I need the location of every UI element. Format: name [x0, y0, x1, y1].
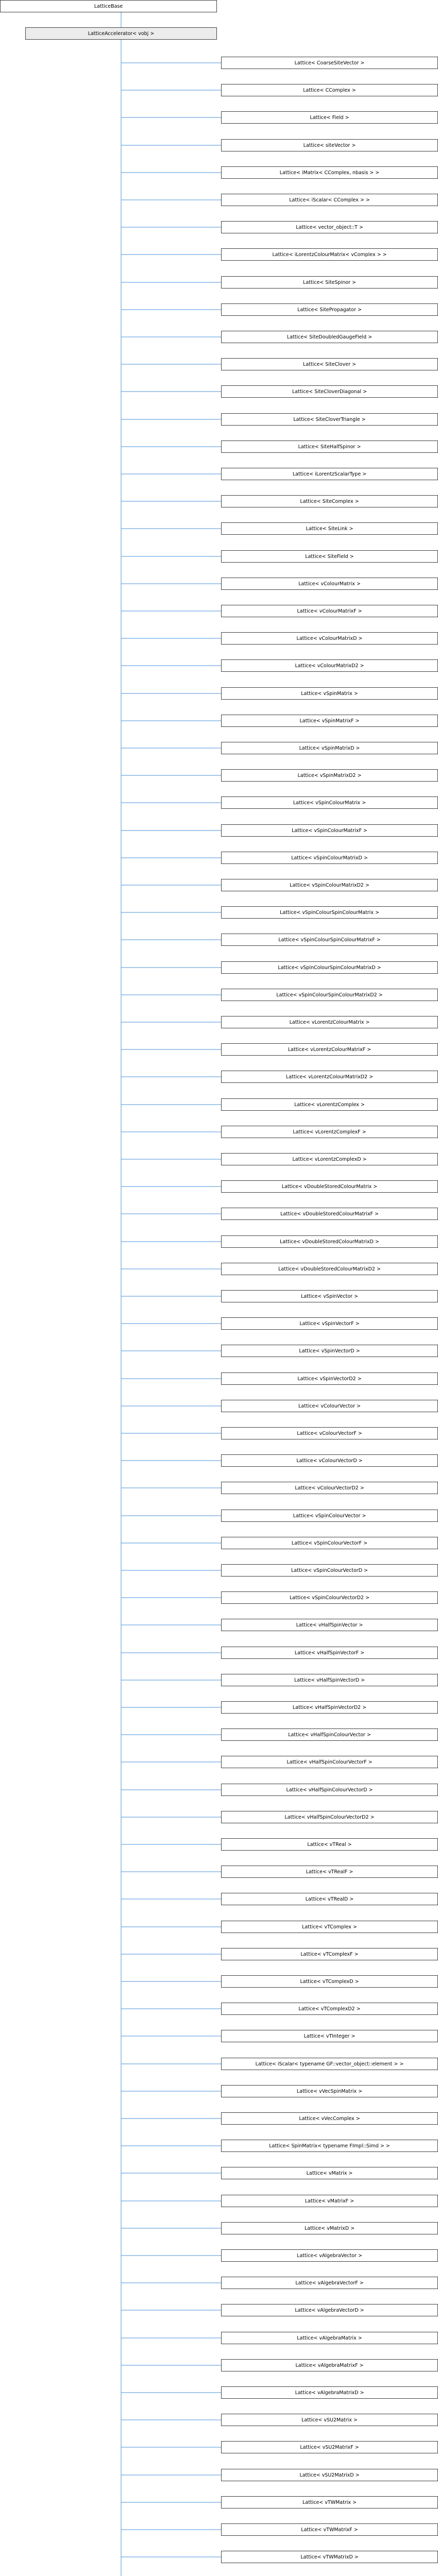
- derived-class-label: Lattice< vSpinColourMatrixD2 >: [290, 882, 369, 888]
- derived-class-node[interactable]: [221, 2277, 438, 2289]
- derived-class-label: Lattice< SiteHalfSpinor >: [298, 444, 361, 450]
- derived-class-label: Lattice< SiteSpinor >: [303, 279, 356, 285]
- derived-class-label: Lattice< vColourMatrix >: [298, 581, 361, 587]
- derived-class-label: Lattice< vSpinColourMatrixD >: [291, 855, 368, 861]
- derived-class-node[interactable]: [221, 2414, 438, 2426]
- derived-class-node[interactable]: [221, 248, 438, 261]
- derived-class-label: Lattice< iScalar< typename GF::vector_object::element > >: [255, 2061, 404, 2067]
- derived-class-node[interactable]: [221, 1071, 438, 1083]
- derived-class-label: Lattice< SiteClover >: [303, 361, 356, 367]
- derived-class-node[interactable]: [221, 1016, 438, 1028]
- derived-class-label: Lattice< vSpinMatrixD >: [299, 745, 360, 751]
- derived-class-node[interactable]: [221, 1427, 438, 1439]
- derived-class-node[interactable]: [221, 906, 438, 919]
- derived-class-label: Lattice< vVecComplex >: [299, 2115, 360, 2122]
- derived-class-label: Lattice< vLorentzColourMatrixF >: [288, 1046, 372, 1053]
- root-class-label: LatticeBase: [94, 3, 123, 9]
- derived-class-label: Lattice< vSpinColourMatrix >: [293, 800, 366, 806]
- derived-class-label: Lattice< SiteLink >: [306, 526, 353, 532]
- derived-class-node[interactable]: [221, 1537, 438, 1549]
- derived-class-label: Lattice< vSpinMatrixD2 >: [297, 772, 362, 778]
- derived-class-node[interactable]: [221, 1098, 438, 1111]
- derived-class-label: Lattice< vDoubleStoredColourMatrixD2 >: [278, 1266, 381, 1272]
- derived-class-label: Lattice< vSpinColourSpinColourMatrixD2 >: [276, 992, 383, 998]
- derived-class-label: Lattice< iLorentzColourMatrix< vComplex > >: [272, 251, 387, 258]
- derived-class-node[interactable]: [221, 1043, 438, 1056]
- derived-class-node[interactable]: [221, 1756, 438, 1768]
- derived-class-label: Lattice< vTComplexF >: [300, 1951, 359, 1957]
- derived-class-label: Lattice< CoarseSiteVector >: [294, 60, 365, 66]
- derived-class-node[interactable]: [221, 879, 438, 891]
- derived-class-node[interactable]: [221, 2112, 438, 2125]
- derived-class-node[interactable]: [221, 1263, 438, 1275]
- derived-class-node[interactable]: [221, 2140, 438, 2152]
- derived-class-label: Lattice< vector_object::T >: [296, 224, 363, 230]
- derived-class-node[interactable]: [221, 1948, 438, 1960]
- derived-class-label: Lattice< vTWMatrix >: [302, 2499, 357, 2505]
- derived-class-label: Lattice< SiteCloverTriangle >: [293, 416, 366, 422]
- derived-class-node[interactable]: [221, 961, 438, 974]
- derived-class-label: Lattice< vSpinColourMatrixF >: [292, 827, 367, 834]
- derived-class-node[interactable]: [221, 796, 438, 809]
- derived-class-label: Lattice< vAlgebraMatrix >: [297, 2335, 362, 2341]
- derived-class-label: Lattice< iLorentzScalarType >: [292, 471, 367, 477]
- derived-class-node[interactable]: [221, 166, 438, 179]
- derived-class-label: Lattice< vColourVectorD2 >: [295, 1485, 364, 1491]
- derived-class-node[interactable]: [221, 2551, 438, 2563]
- derived-class-node[interactable]: [221, 989, 438, 1001]
- derived-class-label: Lattice< iScalar< CComplex > >: [289, 197, 370, 203]
- derived-class-label: Lattice< vAlgebraMatrixF >: [295, 2362, 364, 2368]
- derived-class-label: Lattice< vSpinVectorD >: [299, 1348, 360, 1354]
- derived-class-label: Lattice< vAlgebraMatrixD >: [295, 2389, 364, 2396]
- derived-class-node[interactable]: [221, 2222, 438, 2234]
- derived-class-label: Lattice< vLorentzComplexD >: [292, 1156, 367, 1162]
- derived-class-label: Lattice< vTComplexD >: [300, 1978, 359, 1985]
- derived-class-label: Lattice< SpinMatrix< typename FImpl::Simd > >: [269, 2143, 390, 2149]
- derived-class-node[interactable]: [221, 1180, 438, 1193]
- derived-class-node[interactable]: [221, 852, 438, 864]
- derived-class-node[interactable]: [221, 2304, 438, 2316]
- derived-class-label: Lattice< vSpinVector >: [301, 1293, 358, 1299]
- derived-class-node[interactable]: [221, 550, 438, 563]
- derived-class-node[interactable]: [221, 221, 438, 233]
- derived-class-node[interactable]: [221, 111, 438, 124]
- derived-class-label: Lattice< siteVector >: [303, 142, 356, 148]
- derived-class-node[interactable]: [221, 687, 438, 700]
- derived-class-node[interactable]: [221, 2496, 438, 2509]
- derived-class-label: Lattice< vSpinColourVectorD >: [291, 1567, 368, 1573]
- derived-class-node[interactable]: [221, 2249, 438, 2262]
- derived-class-label: Lattice< vTRealD >: [305, 1896, 354, 1902]
- derived-class-label: Lattice< SiteField >: [305, 553, 354, 560]
- derived-class-node[interactable]: [221, 194, 438, 206]
- derived-class-node[interactable]: [221, 1647, 438, 1659]
- derived-class-node[interactable]: [221, 1975, 438, 1988]
- derived-class-label: Lattice< vTReal >: [307, 1841, 352, 1848]
- derived-class-node[interactable]: [221, 139, 438, 151]
- derived-class-node[interactable]: [221, 1674, 438, 1686]
- derived-class-node[interactable]: [221, 1564, 438, 1577]
- derived-class-node[interactable]: [221, 1454, 438, 1467]
- derived-class-label: Lattice< vSpinMatrix >: [301, 690, 358, 697]
- derived-class-node[interactable]: [221, 84, 438, 96]
- derived-class-node[interactable]: [221, 2469, 438, 2481]
- derived-class-node[interactable]: [221, 715, 438, 727]
- derived-class-label: Lattice< vSpinColourVectorF >: [291, 1540, 368, 1546]
- derived-class-node[interactable]: [221, 1893, 438, 1905]
- derived-class-node[interactable]: [221, 413, 438, 426]
- derived-class-node[interactable]: [221, 824, 438, 837]
- derived-class-node[interactable]: [221, 440, 438, 453]
- derived-class-label: Lattice< vTComplexD2 >: [298, 2006, 361, 2012]
- derived-class-node[interactable]: [221, 1153, 438, 1165]
- derived-class-label: Lattice< vHalfSpinVector >: [296, 1622, 363, 1628]
- derived-class-label: Lattice< vColourVector >: [298, 1403, 361, 1409]
- derived-class-label: Lattice< vTWMatrixF >: [301, 2527, 358, 2533]
- derived-class-node[interactable]: [221, 1510, 438, 1522]
- derived-class-node[interactable]: [221, 605, 438, 617]
- derived-class-node[interactable]: [221, 1290, 438, 1302]
- derived-class-label: Lattice< Field >: [310, 114, 349, 121]
- derived-class-node[interactable]: [221, 2195, 438, 2207]
- derived-class-node[interactable]: [221, 1728, 438, 1741]
- derived-class-label: Lattice< vTWMatrixD >: [300, 2554, 359, 2560]
- derived-class-node[interactable]: [221, 1345, 438, 1357]
- derived-class-label: Lattice< vColourVectorD >: [296, 1458, 363, 1464]
- derived-class-node[interactable]: [221, 2085, 438, 2097]
- derived-class-node[interactable]: [221, 2030, 438, 2042]
- derived-class-label: Lattice< vColourVectorF >: [297, 1430, 362, 1436]
- derived-class-node[interactable]: [221, 1784, 438, 1796]
- derived-class-node[interactable]: [221, 385, 438, 398]
- derived-class-label: Lattice< vMatrixF >: [305, 2198, 355, 2204]
- derived-class-label: Lattice< vHalfSpinColourVectorF >: [287, 1759, 373, 1765]
- derived-class-label: Lattice< vLorentzColourMatrix >: [289, 1019, 370, 1025]
- derived-class-node[interactable]: [221, 2523, 438, 2536]
- derived-class-label: Lattice< vSU2MatrixD >: [299, 2472, 360, 2478]
- derived-class-node[interactable]: [221, 331, 438, 343]
- derived-class-label: Lattice< vSpinColourSpinColourMatrix >: [280, 909, 379, 916]
- derived-class-label: Lattice< vSpinColourVectorD2 >: [289, 1595, 370, 1601]
- derived-class-node[interactable]: [221, 522, 438, 535]
- derived-class-node[interactable]: [221, 1811, 438, 1823]
- derived-class-label: Lattice< vSpinColourSpinColourMatrixD >: [278, 964, 381, 971]
- derived-class-label: Lattice< vSpinVectorD2 >: [297, 1376, 362, 1382]
- derived-class-node[interactable]: [221, 1591, 438, 1604]
- derived-class-node[interactable]: [221, 1208, 438, 1220]
- derived-class-label: Lattice< vAlgebraVectorD >: [295, 2307, 364, 2313]
- derived-class-node[interactable]: [221, 1866, 438, 1878]
- derived-class-label: Lattice< vTRealF >: [306, 1869, 353, 1875]
- accelerator-class-node[interactable]: [25, 27, 217, 40]
- derived-class-label: Lattice< vVecSpinMatrix >: [296, 2088, 363, 2094]
- derived-class-label: Lattice< vSpinMatrixF >: [299, 718, 360, 724]
- derived-class-label: Lattice< vSpinVectorF >: [299, 1320, 360, 1327]
- derived-class-node[interactable]: [221, 769, 438, 782]
- derived-class-label: Lattice< vHalfSpinVectorF >: [294, 1650, 365, 1656]
- derived-class-label: Lattice< vAlgebraVectorF >: [295, 2280, 364, 2286]
- derived-class-label: Lattice< vDoubleStoredColourMatrix >: [281, 1183, 378, 1190]
- derived-class-node[interactable]: [221, 1482, 438, 1494]
- derived-class-node[interactable]: [221, 659, 438, 672]
- derived-class-node[interactable]: [221, 57, 438, 69]
- derived-class-label: Lattice< vTComplex >: [302, 1924, 357, 1930]
- derived-class-node[interactable]: [221, 2058, 438, 2070]
- derived-class-label: Lattice< SiteDoubledGaugeField >: [287, 334, 373, 340]
- derived-class-node[interactable]: [221, 1701, 438, 1714]
- derived-class-label: Lattice< iMatrix< CComplex, nbasis > >: [279, 170, 380, 176]
- derived-class-label: Lattice< vHalfSpinColourVector >: [288, 1732, 371, 1738]
- derived-class-label: Lattice< SiteComplex >: [300, 498, 359, 504]
- derived-class-node[interactable]: [221, 1126, 438, 1138]
- derived-class-node[interactable]: [221, 2441, 438, 2453]
- derived-class-node[interactable]: [221, 495, 438, 507]
- derived-class-label: Lattice< vSpinColourVector >: [293, 1513, 366, 1519]
- derived-class-label: Lattice< vHalfSpinVectorD >: [294, 1677, 365, 1683]
- derived-class-node[interactable]: [221, 1317, 438, 1330]
- derived-class-node[interactable]: [221, 1921, 438, 1933]
- derived-class-node[interactable]: [221, 2332, 438, 2344]
- derived-class-node[interactable]: [221, 468, 438, 480]
- derived-class-label: Lattice< vTInteger >: [304, 2033, 356, 2039]
- derived-class-label: Lattice< vDoubleStoredColourMatrixF >: [280, 1211, 379, 1217]
- derived-class-node[interactable]: [221, 1235, 438, 1248]
- derived-class-node[interactable]: [221, 632, 438, 645]
- derived-class-node[interactable]: [221, 1400, 438, 1412]
- derived-class-label: Lattice< vAlgebraVector >: [297, 2252, 362, 2259]
- derived-class-node[interactable]: [221, 2167, 438, 2179]
- derived-class-label: Lattice< vSU2Matrix >: [301, 2417, 358, 2423]
- derived-class-label: Lattice< vLorentzComplex >: [294, 1101, 365, 1108]
- derived-class-node[interactable]: [221, 1372, 438, 1385]
- derived-class-label: Lattice< vMatrixD >: [304, 2225, 355, 2231]
- derived-class-node[interactable]: [221, 742, 438, 754]
- derived-class-label: Lattice< vSpinColourSpinColourMatrixF >: [278, 937, 381, 943]
- derived-class-node[interactable]: [221, 2359, 438, 2371]
- derived-class-label: Lattice< vDoubleStoredColourMatrixD >: [280, 1239, 379, 1245]
- derived-class-label: Lattice< vSU2MatrixF >: [300, 2444, 359, 2450]
- derived-class-label: Lattice< CComplex >: [303, 87, 356, 93]
- derived-class-label: Lattice< vColourMatrixD2 >: [295, 663, 364, 669]
- derived-class-label: Lattice< SiteCloverDiagonal >: [292, 388, 367, 395]
- derived-class-label: Lattice< vLorentzColourMatrixD2 >: [285, 1074, 374, 1080]
- derived-class-node[interactable]: [221, 276, 438, 289]
- derived-class-label: Lattice< vMatrix >: [306, 2170, 353, 2176]
- derived-class-label: Lattice< vHalfSpinColourVectorD2 >: [284, 1814, 375, 1820]
- accelerator-class-label: LatticeAccelerator< vobj >: [88, 30, 155, 37]
- derived-class-label: Lattice< vLorentzComplexF >: [293, 1129, 366, 1135]
- root-class-node[interactable]: [0, 0, 217, 12]
- derived-class-label: Lattice< vColourMatrixD >: [296, 635, 363, 641]
- derived-class-node[interactable]: [221, 1619, 438, 1631]
- derived-class-label: Lattice< vHalfSpinVectorD2 >: [292, 1704, 367, 1710]
- derived-class-node[interactable]: [221, 358, 438, 370]
- derived-class-node[interactable]: [221, 2386, 438, 2399]
- derived-class-node[interactable]: [221, 1838, 438, 1851]
- derived-class-label: Lattice< SitePropagator >: [297, 307, 362, 313]
- derived-class-label: Lattice< vHalfSpinColourVectorD >: [286, 1787, 373, 1793]
- derived-class-node[interactable]: [221, 2003, 438, 2015]
- derived-class-node[interactable]: [221, 934, 438, 946]
- derived-class-label: Lattice< vColourMatrixF >: [297, 608, 362, 614]
- derived-class-node[interactable]: [221, 303, 438, 316]
- derived-class-node[interactable]: [221, 578, 438, 590]
